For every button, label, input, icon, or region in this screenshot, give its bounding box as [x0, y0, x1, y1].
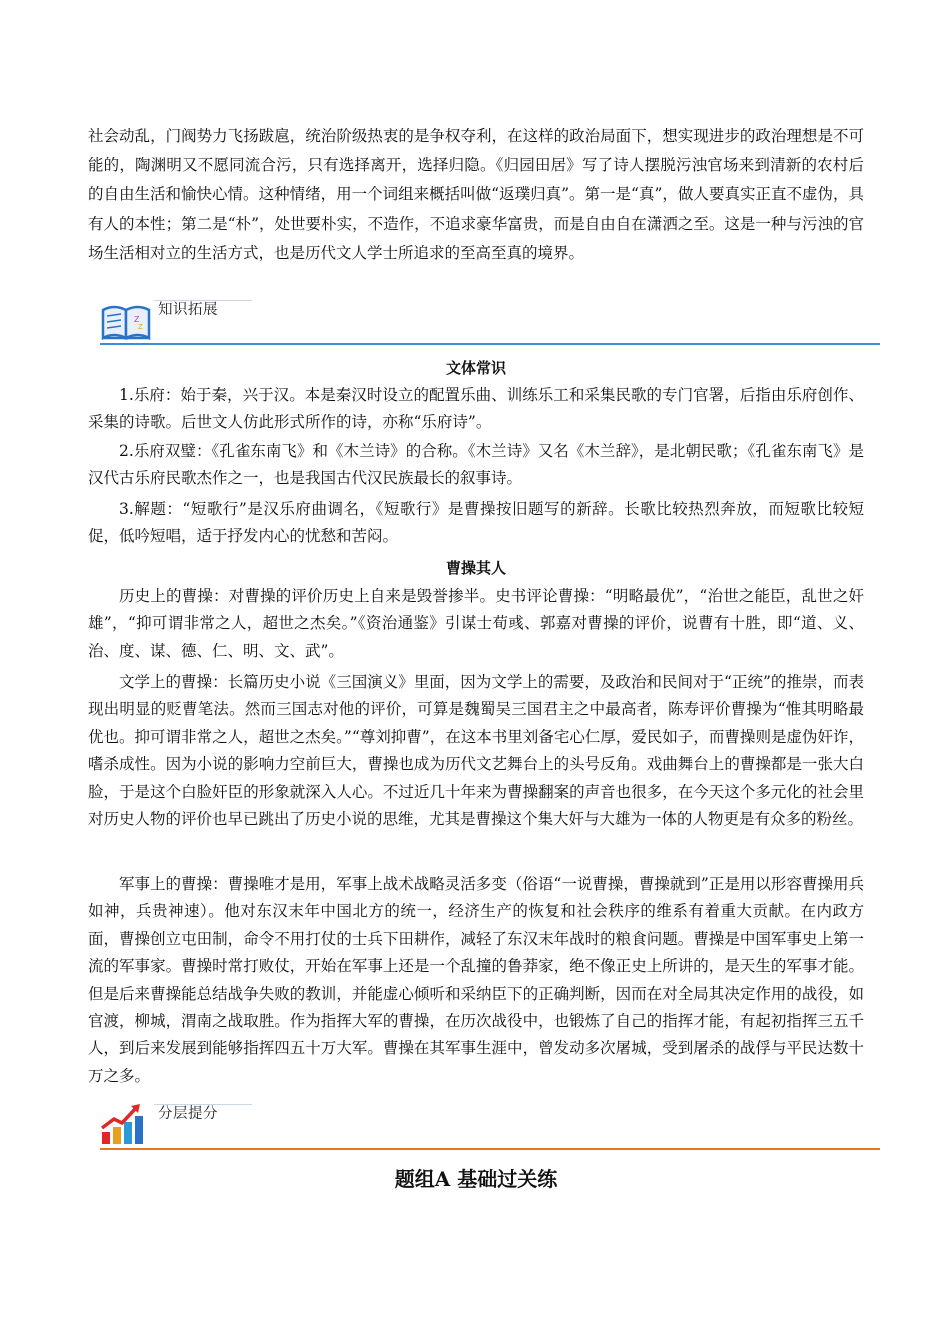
question-group-title: 题组A 基础过关练 — [394, 1167, 558, 1191]
genre-item-3: 3.解题：“短歌行”是汉乐府曲调名，《短歌行》是曹操按旧题写的新辞。长歌比较热烈奔放，而短歌比较短促，低吟短唱，适于抒发内心的忧愁和苦闷。 — [88, 500, 864, 546]
knowledge-section-label: 知识拓展 — [158, 302, 218, 318]
section-divider — [100, 343, 880, 345]
caocao-subheading: 曹操其人 — [445, 559, 506, 577]
caocao-military-paragraph: 军事上的曹操：曹操唯才是用，军事上战术战略灵活多变（俗语“一说曹操，曹操就到”正是用以形容曹操用兵如神，兵贵神速）。他对东汉末年中国北方的统一，经济生产的恢复和社会秩序的维系有着重大贡献。在内政方面，曹操创立屯田制，命令不用打仗的士兵下田耕作，减轻了东汉末年战时的粮食问题。曹操是中国军事史上第一流的军事家。曹操时常打败仗，开始在军事上还是一个乱撞的鲁莽家，绝不像正史上所讲的，是天生的军事才能。但是后来曹操能总结战争失败的教训，并能虚心倾听和采纳臣下的正确判断，因而在对全局其决定作用的战役，如官渡，柳城，渭南之战取胜。作为指挥大军的曹操，在历次战役中，也锻炼了自己的指挥才能，有起初指挥三五千人，到后来发展到能够指挥四五十万大军。曹操在其军事生涯中，曾发动多次屠城，受到屠杀的战俘与平民达数十万之多。 — [88, 875, 864, 1085]
rising-chart-icon — [100, 1102, 152, 1146]
genre-item-1: 1.乐府：始于秦，兴于汉。本是秦汉时设立的配置乐曲、训练乐工和采集民歌的专门官署，后指由乐府创作、采集的诗歌。后世文人仿此形式所作的诗，亦称“乐府诗”。 — [88, 386, 864, 432]
section-divider — [100, 1148, 880, 1150]
practice-section-label: 分层提分 — [158, 1106, 218, 1122]
genre-subheading: 文体常识 — [445, 359, 506, 377]
practice-section-header — [100, 1102, 880, 1150]
svg-text:Z: Z — [134, 315, 140, 324]
genre-item-2: 2.乐府双璧：《孔雀东南飞》和《木兰诗》的合称。《木兰诗》又名《木兰辞》，是北朝民歌；《孔雀东南飞》是汉代古乐府民歌杰作之一，也是我国古代汉民族最长的叙事诗。 — [88, 442, 864, 488]
open-book-icon — [100, 298, 152, 342]
caocao-literature-paragraph: 文学上的曹操：长篇历史小说《三国演义》里面，因为文学上的需要，及政治和民间对于“正统”的推崇，而表现出明显的贬曹笔法。然而三国志对他的评价，可算是魏蜀吴三国君主之中最高者，陈寿评价曹操为“惟其明略最优也。抑可谓非常之人，超世之杰矣。”“尊刘抑曹”，在这本书里刘备宅心仁厚，爱民如子，而曹操则是虚伪奸诈，嗜杀成性。因为小说的影响力空前巨大，曹操也成为历代文艺舞台上的头号反角。戏曲舞台上的曹操都是一张大白脸，于是这个白脸奸臣的形象就深入人心。不过近几十年来为曹操翻案的声音也很多，在今天这个多元化的社会里对历史人物的评价也早已跳出了历史小说的思维，尤其是曹操这个集大奸与大雄为一体的人物更是有众多的粉丝。 — [88, 673, 864, 829]
svg-text:Z: Z — [138, 323, 143, 331]
caocao-history-paragraph: 历史上的曹操：对曹操的评价历史上自来是毁誉掺半。史书评论曹操：“明略最优”，“治世之能臣，乱世之奸雄”，“抑可谓非常之人，超世之杰矣。”《资治通鉴》引谋士荀彧、郭嘉对曹操的评价，说曹有十胜，即“道、义、治、度、谋、德、仁、明、文、武”。 — [88, 587, 864, 660]
intro-paragraph: 社会动乱，门阀势力飞扬跋扈，统治阶级热衷的是争权夺利，在这样的政治局面下，想实现进步的政治理想是不可能的，陶渊明又不愿同流合污，只有选择离开，选择归隐。《归园田居》写了诗人摆脱污浊官场来到清新的农村后的自由生活和愉快心情。这种情绪，用一个词组来概括叫做“返璞归真”。第一是“真”，做人要真实正直不虚伪，具有人的本性；第二是“朴”，处世要朴实，不造作，不追求豪华富贵，而是自由自在潇洒之至。这是一种与污浊的官场生活相对立的生活方式，也是历代文人学士所追求的至高至真的境界。 — [88, 127, 864, 262]
knowledge-section-header — [100, 298, 880, 346]
